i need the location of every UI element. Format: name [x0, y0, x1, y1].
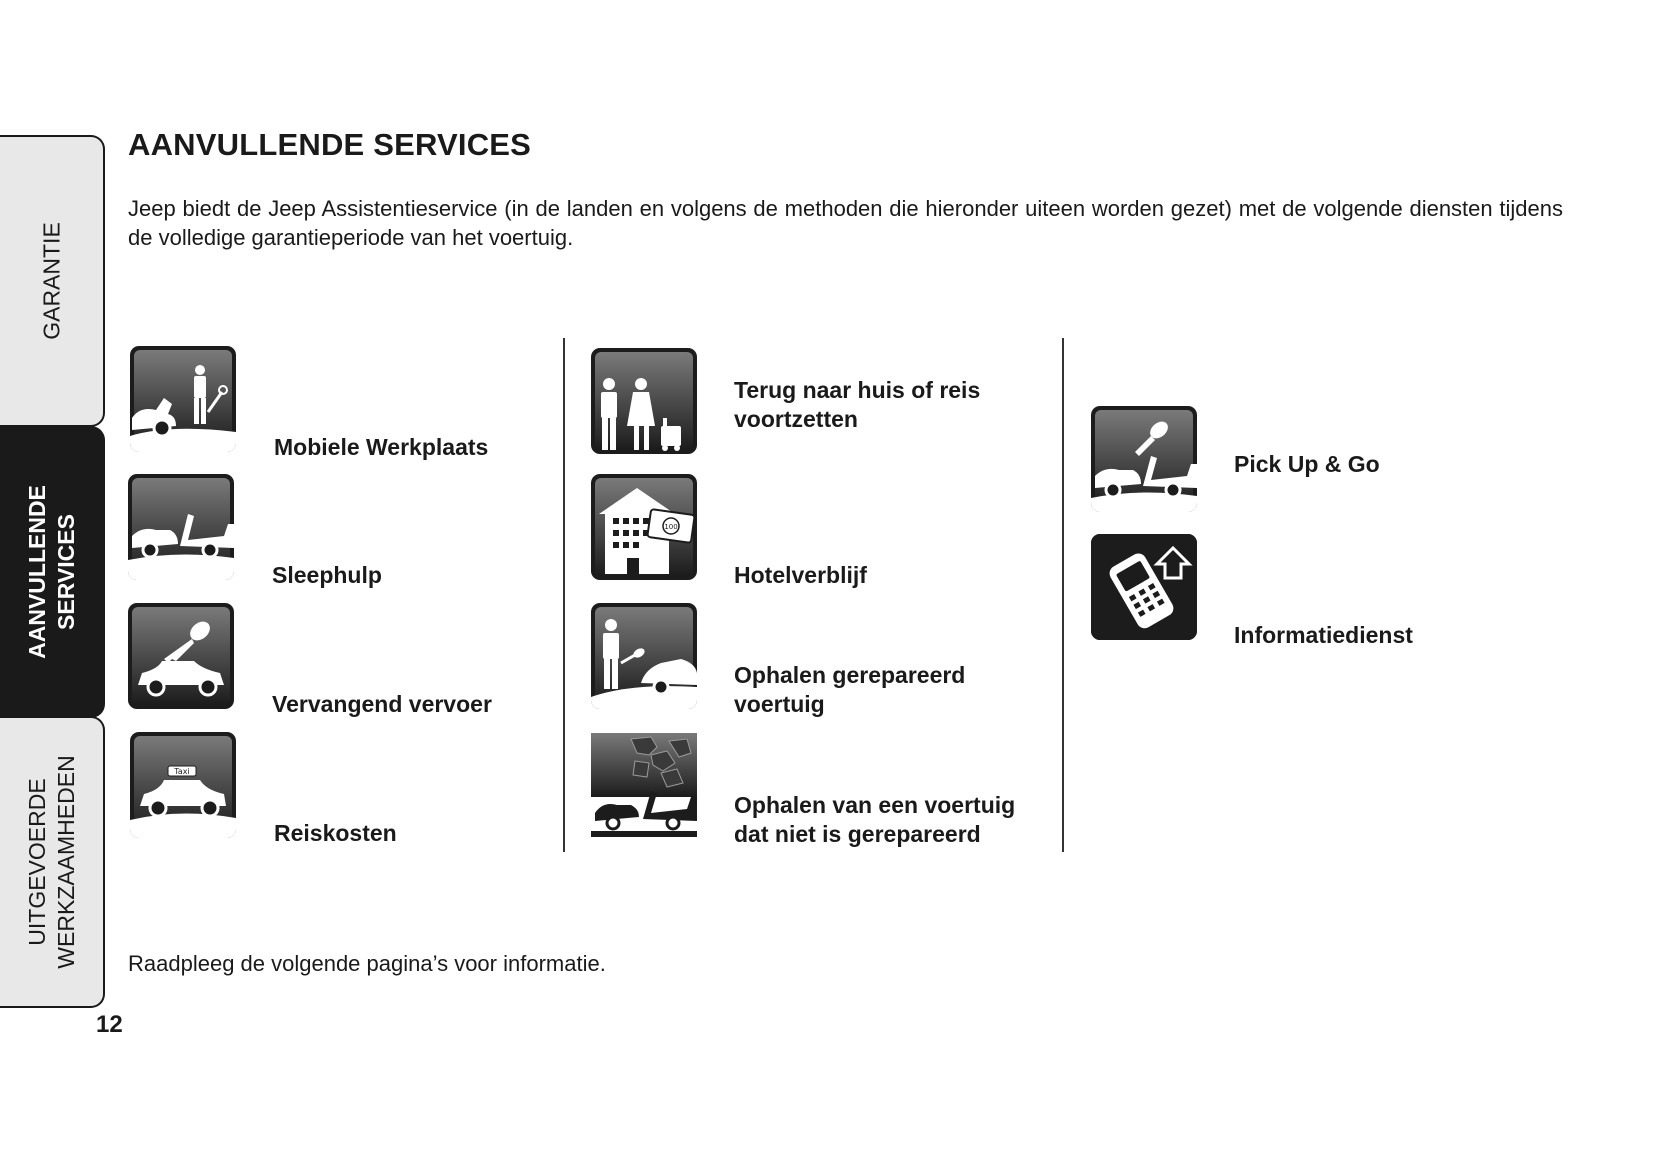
- taxi-icon: [130, 732, 236, 838]
- hotel-money-icon: [591, 474, 697, 580]
- service-label: Ophalen van een voertuig dat niet is gerepareerd: [734, 792, 1016, 847]
- person-key-car-icon: [591, 603, 697, 709]
- service-mobile-workshop: [130, 346, 560, 462]
- column-divider: [563, 338, 565, 852]
- money-amount-text: 100: [664, 523, 678, 531]
- taxi-sign-text: Taxi: [174, 767, 190, 776]
- service-replacement-transport: [128, 603, 558, 719]
- service-label: Ophalen gerepareerd voertuig: [734, 662, 966, 717]
- service-label: Pick Up & Go: [1234, 451, 1380, 477]
- side-tab-label: UITGEVOERDE WERKZAAMHEDEN: [23, 755, 79, 969]
- service-label: Vervangend vervoer: [272, 691, 492, 717]
- service-hotel: [591, 474, 1021, 590]
- service-label: Reiskosten: [274, 820, 397, 846]
- tow-truck-icon: [128, 474, 234, 580]
- side-tab-label: AANVULLENDE SERVICES: [23, 485, 79, 659]
- service-info: [1091, 534, 1521, 650]
- service-label: Informatiedienst: [1234, 622, 1413, 648]
- intro-paragraph: Jeep biedt de Jeep Assistentieservice (in de landen en volgens de methoden die hieronder uiteen worden gezet) met de volgende diensten tijdens de volledige garantieperiode van het voertuig.: [128, 196, 1563, 250]
- service-travel-costs: [130, 732, 560, 848]
- service-pick-up-go: [1091, 406, 1521, 522]
- column-divider: [1062, 338, 1064, 852]
- page-title: AANVULLENDE SERVICES: [128, 127, 532, 162]
- footnote: Raadpleeg de volgende pagina’s voor informatie.: [128, 951, 606, 976]
- service-collect-unrepaired: [591, 733, 1021, 849]
- service-return-home: [591, 348, 1021, 464]
- mobile-phone-icon: [1091, 534, 1197, 640]
- car-key-icon: [128, 603, 234, 709]
- map-tow-icon: [591, 733, 697, 839]
- service-label: Terug naar huis of reis voortzetten: [734, 377, 981, 432]
- tow-key-icon: [1091, 406, 1197, 512]
- service-collect-repaired: [591, 603, 1021, 719]
- travellers-luggage-icon: [591, 348, 697, 454]
- side-tab-uitgevoerde-werkzaamheden[interactable]: [0, 716, 105, 1008]
- service-towing: [128, 474, 558, 590]
- page-number: 12: [96, 1011, 123, 1038]
- side-tab-aanvullende-services[interactable]: [0, 426, 105, 718]
- service-label: Hotelverblijf: [734, 562, 867, 588]
- service-label: Mobiele Werkplaats: [274, 434, 489, 460]
- side-tab-garantie[interactable]: [0, 135, 105, 427]
- side-tab-label: GARANTIE: [38, 222, 64, 340]
- service-label: Sleephulp: [272, 562, 382, 588]
- mechanic-car-icon: [130, 346, 236, 452]
